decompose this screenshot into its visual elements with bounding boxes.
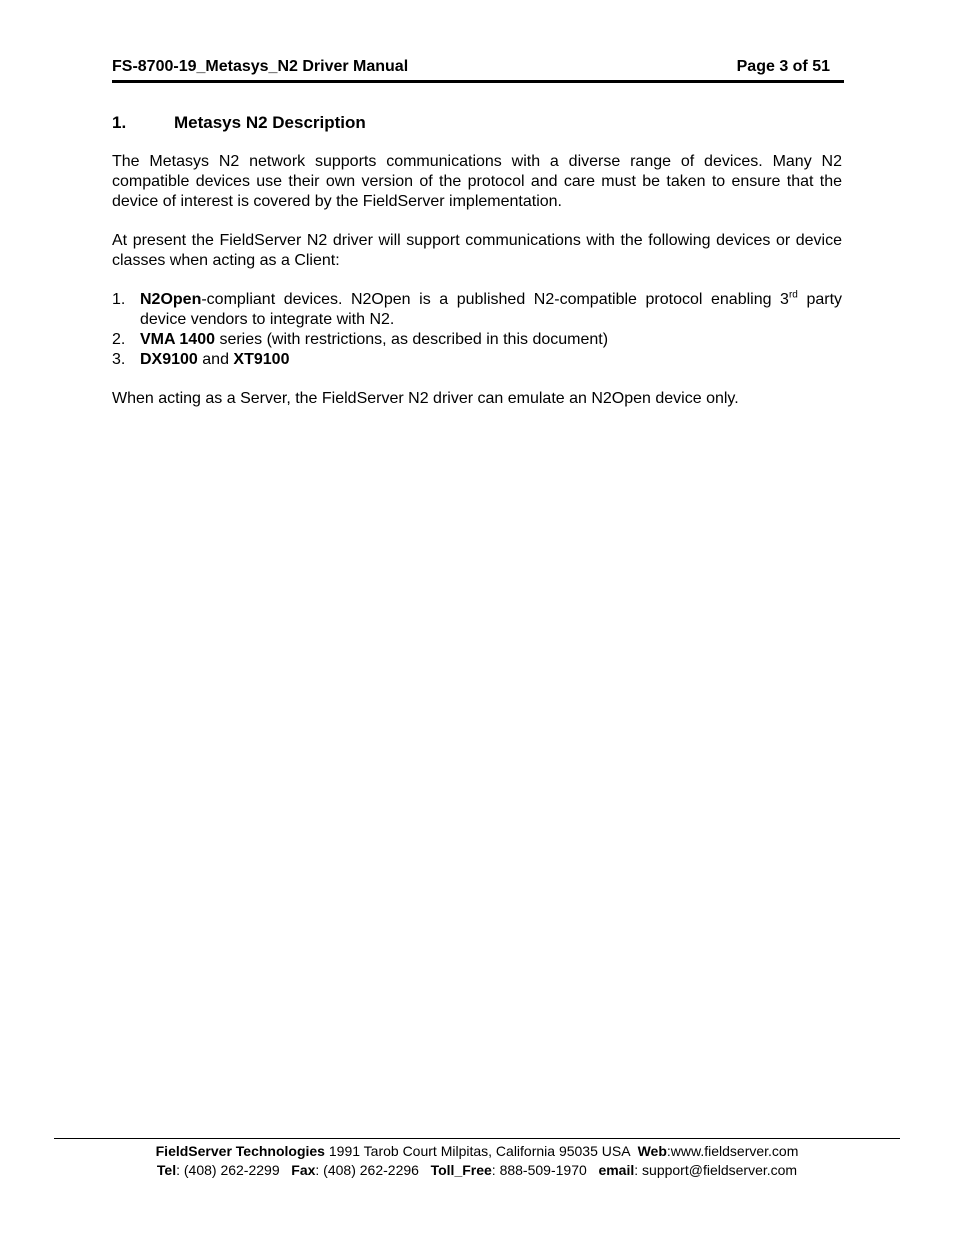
- page-footer: [54, 1142, 900, 1180]
- footer-tollfree: : 888-509-1970: [491, 1162, 599, 1178]
- section-number: 1.: [112, 113, 127, 132]
- section-heading: [112, 113, 366, 133]
- superscript: rd: [788, 289, 798, 301]
- footer-fax-label: Fax: [291, 1162, 316, 1178]
- footer-line-2: [54, 1161, 900, 1180]
- page-header: [112, 56, 844, 83]
- footer-address: 1991 Tarob Court Milpitas, California 95035 USA: [324, 1143, 638, 1159]
- list-item-number: 1.: [112, 291, 126, 308]
- device-name: XT9100: [233, 351, 290, 368]
- device-name: N2Open: [140, 291, 202, 308]
- footer-email-label: email: [598, 1162, 635, 1178]
- device-list: [112, 289, 847, 370]
- footer-web: :www.fieldserver.com: [666, 1143, 799, 1159]
- footer-web-label: Web: [637, 1143, 667, 1159]
- page-number: Page 3 of 51: [736, 58, 830, 75]
- list-item-text: series (with restrictions, as described in this document): [215, 331, 609, 348]
- list-item: [112, 330, 842, 350]
- list-item-text: -compliant devices. N2Open is a published N2-compatible protocol enabling 3: [201, 291, 789, 308]
- footer-line-1: [54, 1142, 900, 1161]
- footer-email: : support@fieldserver.com: [634, 1162, 798, 1178]
- paragraph-intro: The Metasys N2 network supports communications with a diverse range of devices. Many N2 compatible devices use their own version of the protocol and care must be taken to ensure that the device of interest is covered by the FieldServer implementation.: [112, 153, 842, 210]
- list-item: [112, 350, 842, 370]
- paragraph-server-mode: When acting as a Server, the FieldServer N2 driver can emulate an N2Open device only.: [112, 390, 739, 407]
- list-item-text: and: [197, 351, 234, 368]
- footer-tel-label: Tel: [156, 1162, 177, 1178]
- section-title: Metasys N2 Description: [174, 113, 366, 132]
- footer-tel: : (408) 262-2299: [176, 1162, 292, 1178]
- device-name: VMA 1400: [140, 331, 215, 348]
- footer-divider: [54, 1138, 900, 1139]
- list-item-text: party device vendors to integrate with N2.: [140, 291, 847, 328]
- document-title: FS-8700-19_Metasys_N2 Driver Manual: [112, 58, 409, 75]
- list-item-number: 3.: [112, 351, 126, 368]
- device-name: DX9100: [140, 351, 198, 368]
- footer-tollfree-label: Toll_Free: [430, 1162, 492, 1178]
- footer-fax: : (408) 262-2296: [315, 1162, 431, 1178]
- paragraph-client-devices: At present the FieldServer N2 driver will support communications with the following devices or device classes when acting as a Client:: [112, 232, 842, 269]
- list-item-number: 2.: [112, 331, 126, 348]
- list-item: [112, 289, 847, 330]
- footer-company: FieldServer Technologies: [155, 1143, 325, 1159]
